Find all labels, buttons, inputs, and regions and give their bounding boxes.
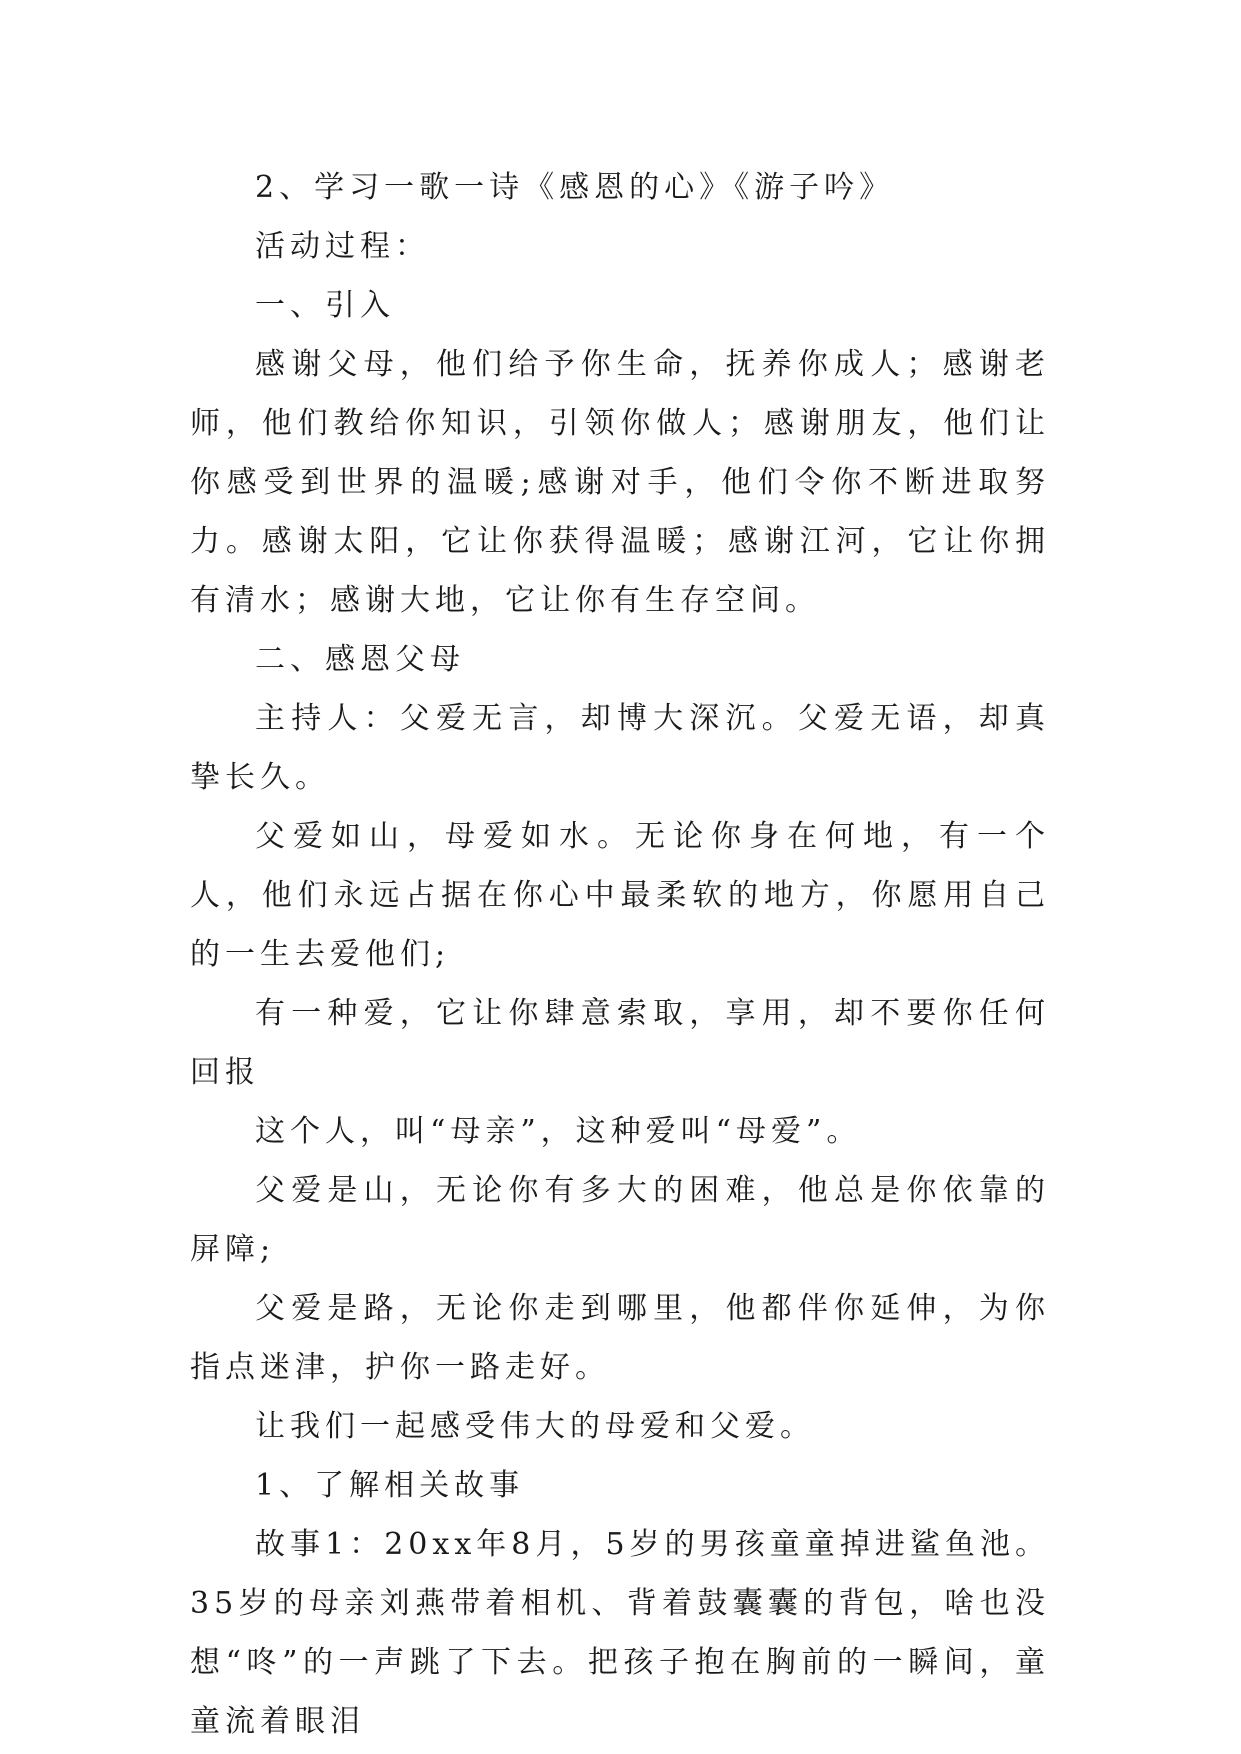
paragraph-feel-great-love: 让我们一起感受伟大的母爱和父爱。 [255,1409,815,1444]
section-heading-thank-parents: 二、感恩父母 [255,642,465,677]
paragraph-father-love-mountain: 父爱是山，无论你有多大的困难，他总是你依靠的屏障; [190,1173,1050,1267]
paragraph-father-love-road: 父爱是路，无论你走到哪里，他都伴你延伸，为你指点迷津，护你一路走好。 [190,1291,1050,1385]
paragraph-mother-love: 这个人，叫“母亲”，这种爱叫“母爱”。 [255,1114,862,1149]
section-heading-introduction: 一、引入 [255,288,395,323]
paragraph-host-speech: 主持人：父爱无言，却博大深沉。父爱无语，却真挚长久。 [190,701,1050,795]
document-body [190,158,1050,1751]
paragraph-study-song-poem: 2、学习一歌一诗《感恩的心》《游子吟》 [255,170,895,205]
subheading-related-stories: 1、了解相关故事 [255,1468,525,1503]
paragraph-activity-process: 活动过程： [255,229,430,264]
paragraph-thanks: 感谢父母，他们给予你生命，抚养你成人；感谢老师，他们教给你知识，引领你做人；感谢朋友，他们让你感受到世界的温暖;感谢对手，他们令你不断进取努力。感谢太阳，它让你获得温暖；感谢江河，它让你拥有清水；感谢大地，它让你有生存空间。 [190,347,1050,618]
paragraph-story-1: 故事1：20xx年8月，5岁的男孩童童掉进鲨鱼池。35岁的母亲刘燕带着相机、背着鼓囊囊的背包，啥也没想“咚”的一声跳了下去。把孩子抱在胸前的一瞬间，童童流着眼泪 [190,1527,1050,1739]
paragraph-father-mountain-mother-water: 父爱如山，母爱如水。无论你身在何地，有一个人，他们永远占据在你心中最柔软的地方，你愿用自己的一生去爱他们; [190,819,1050,972]
paragraph-a-kind-of-love: 有一种爱，它让你肆意索取，享用，却不要你任何回报 [190,996,1050,1090]
